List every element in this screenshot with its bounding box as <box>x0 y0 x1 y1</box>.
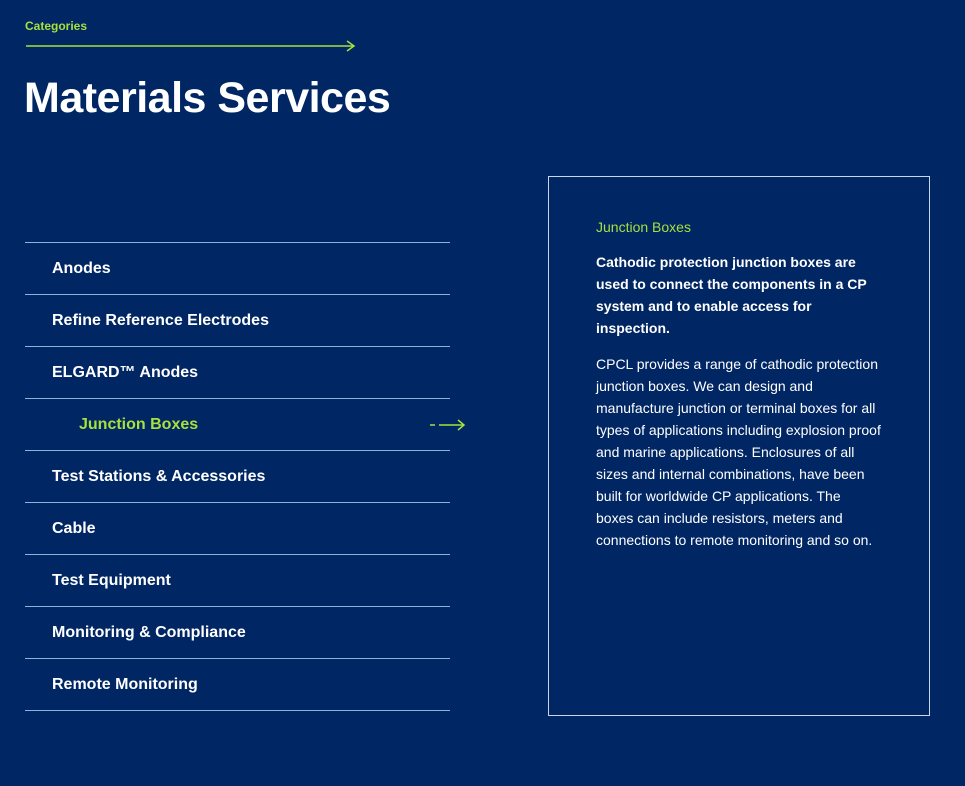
category-item-elgard-anodes[interactable] <box>25 347 450 399</box>
category-item-label: Test Stations & Accessories <box>52 467 266 485</box>
detail-lead: Cathodic protection junction boxes are used to connect the components in a CP system and to enable access for inspection. <box>596 254 867 336</box>
page-title: Materials Services <box>24 74 391 122</box>
category-item-label: Junction Boxes <box>79 415 199 433</box>
category-item-remote-monitoring[interactable] <box>25 659 450 711</box>
category-item-monitoring-compliance[interactable] <box>25 607 450 659</box>
category-item-test-stations-accessories[interactable] <box>25 451 450 503</box>
category-item-label: Remote Monitoring <box>52 675 198 693</box>
category-item-refine-reference-electrodes[interactable] <box>25 295 450 347</box>
category-item-junction-boxes[interactable] <box>25 399 450 451</box>
detail-title: Junction Boxes <box>596 219 691 235</box>
detail-body: CPCL provides a range of cathodic protection junction boxes. We can design and manufacture junction or terminal boxes for all types of applications including explosion proof and marine applications. Enclosures of all sizes and internal combinations, have been built for worldwide CP applications. The boxes can include resistors, meters and connections to remote monitoring and so on. <box>596 356 881 548</box>
category-list <box>25 242 450 711</box>
category-item-label: Monitoring & Compliance <box>52 623 246 641</box>
category-item-label: Anodes <box>52 259 111 277</box>
category-item-cable[interactable] <box>25 503 450 555</box>
category-item-label: Cable <box>52 519 96 537</box>
category-item-label: Refine Reference Electrodes <box>52 311 269 329</box>
arrow-right-icon <box>26 39 358 53</box>
category-item-label: ELGARD™ Anodes <box>52 363 199 381</box>
categories-eyebrow: Categories <box>25 19 88 33</box>
category-item-label: Test Equipment <box>52 571 171 589</box>
category-item-anodes[interactable] <box>25 243 450 295</box>
dashed-arrow-right-icon <box>430 418 466 432</box>
category-detail-card <box>548 176 930 716</box>
category-item-test-equipment[interactable] <box>25 555 450 607</box>
